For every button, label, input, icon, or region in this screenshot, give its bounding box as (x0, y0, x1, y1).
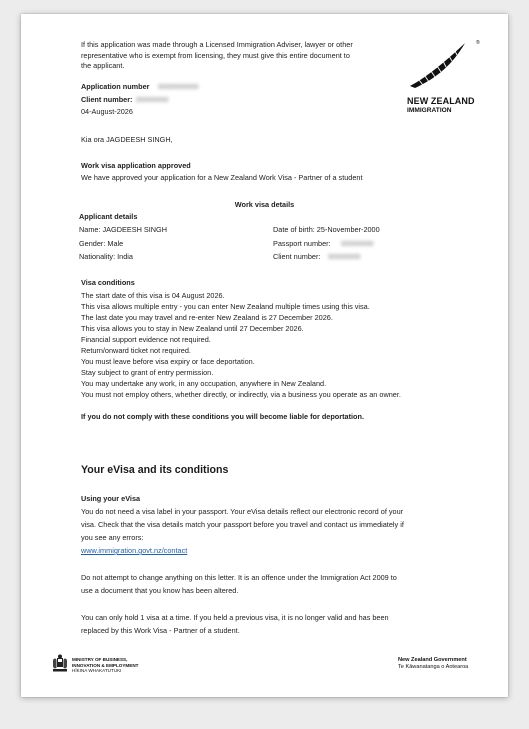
government-maori-title: Te Kāwanatanga o Aotearoa (398, 664, 469, 670)
coat-of-arms-icon (52, 654, 68, 673)
evisa-paragraph-line: You do not need a visa label in your passport. Your eVisa details reflect our electronic record of your (81, 507, 404, 516)
client-number-label: Client number: (81, 94, 133, 104)
approval-title: Work visa application approved (81, 161, 191, 170)
intro-line-2: representative who is exempt from licensing, they must give this entire document to (81, 50, 350, 60)
applicant-details-title: Applicant details (79, 212, 138, 221)
greeting: Kia ora JAGDEESH SINGH, (81, 135, 173, 144)
applicant-client-number-label: Client number: (273, 252, 321, 261)
logo-title: NEW ZEALAND (407, 96, 475, 106)
single-visa-note-line: You can only hold 1 visa at a time. If you held a previous visa, it is no longer valid and has been (81, 613, 389, 622)
approval-text: We have approved your application for a New Zealand Work Visa - Partner of a student (81, 173, 363, 182)
intro-line-1: If this application was made through a Licensed Immigration Adviser, lawyer or other (81, 40, 353, 49)
letter-date: 04-August-2026 (81, 107, 133, 116)
applicant-dob: Date of birth: 25-November-2000 (273, 225, 380, 234)
single-visa-note-line: replaced by this Work Visa - Partner of a student. (81, 626, 240, 635)
condition-line: The last date you may travel and re-enter New Zealand is 27 December 2026. (81, 313, 333, 322)
condition-line: This visa allows you to stay in New Zealand until 27 December 2026. (81, 324, 304, 333)
alteration-warning-line: use a document that you know has been altered. (81, 586, 239, 595)
ministry-name-line-2: INNOVATION & EMPLOYMENT (72, 662, 139, 668)
applicant-nationality: Nationality: India (79, 252, 133, 261)
details-section-title: Work visa details (234, 200, 295, 209)
applicant-gender: Gender: Male (79, 238, 124, 248)
condition-line: Financial support evidence not required. (81, 335, 211, 344)
condition-line: You must leave before visa expiry or face deportation. (81, 357, 255, 366)
government-title: New Zealand Government (398, 657, 467, 663)
condition-line: Return/onward ticket not required. (81, 346, 191, 355)
applicant-name: Name: JAGDEESH SINGH (79, 225, 167, 234)
condition-line: Stay subject to grant of entry permission. (81, 368, 214, 377)
silver-fern-icon (407, 40, 479, 88)
passport-number-value: 00000000 (341, 238, 374, 248)
logo-subtitle: IMMIGRATION (407, 107, 452, 114)
condition-line: You may undertake any work, in any occupation, anywhere in New Zealand. (81, 379, 327, 388)
condition-line: You must not employ others, whether directly, or indirectly, via a business you operate as an owner. (81, 390, 401, 399)
conditions-title: Visa conditions (81, 278, 135, 287)
client-number-value: 00000000 (136, 94, 169, 104)
ministry-maori-name: HĪKINA WHAKATUTUKI (72, 668, 122, 674)
conditions-warning: If you do not comply with these conditions you will become liable for deportation. (81, 412, 364, 421)
contact-link[interactable]: www.immigration.govt.nz/contact (81, 546, 188, 555)
condition-line: The start date of this visa is 04 August 2026. (81, 291, 225, 300)
application-number-label: Application number (81, 82, 150, 91)
applicant-client-number-value: 00000000 (328, 252, 361, 261)
registered-mark: ® (476, 40, 480, 46)
evisa-heading: Your eVisa and its conditions (81, 464, 229, 476)
ministry-name-line-1: MINISTRY OF BUSINESS, (72, 657, 128, 662)
evisa-paragraph-line: you see any errors: (81, 533, 144, 542)
evisa-subheading: Using your eVisa (81, 494, 141, 503)
passport-number-label: Passport number: (273, 238, 331, 248)
condition-line: This visa allows multiple entry - you can enter New Zealand multiple times using this visa. (81, 302, 370, 311)
letter-page (21, 14, 508, 697)
alteration-warning-line: Do not attempt to change anything on this letter. It is an offence under the Immigration Act 2009 to (81, 573, 397, 582)
evisa-paragraph-line: visa. Check that the visa details match your passport before you travel and contact us immediately if (81, 520, 404, 529)
intro-line-3: the applicant. (81, 61, 125, 70)
application-number-value: 0000000000 (158, 82, 199, 91)
